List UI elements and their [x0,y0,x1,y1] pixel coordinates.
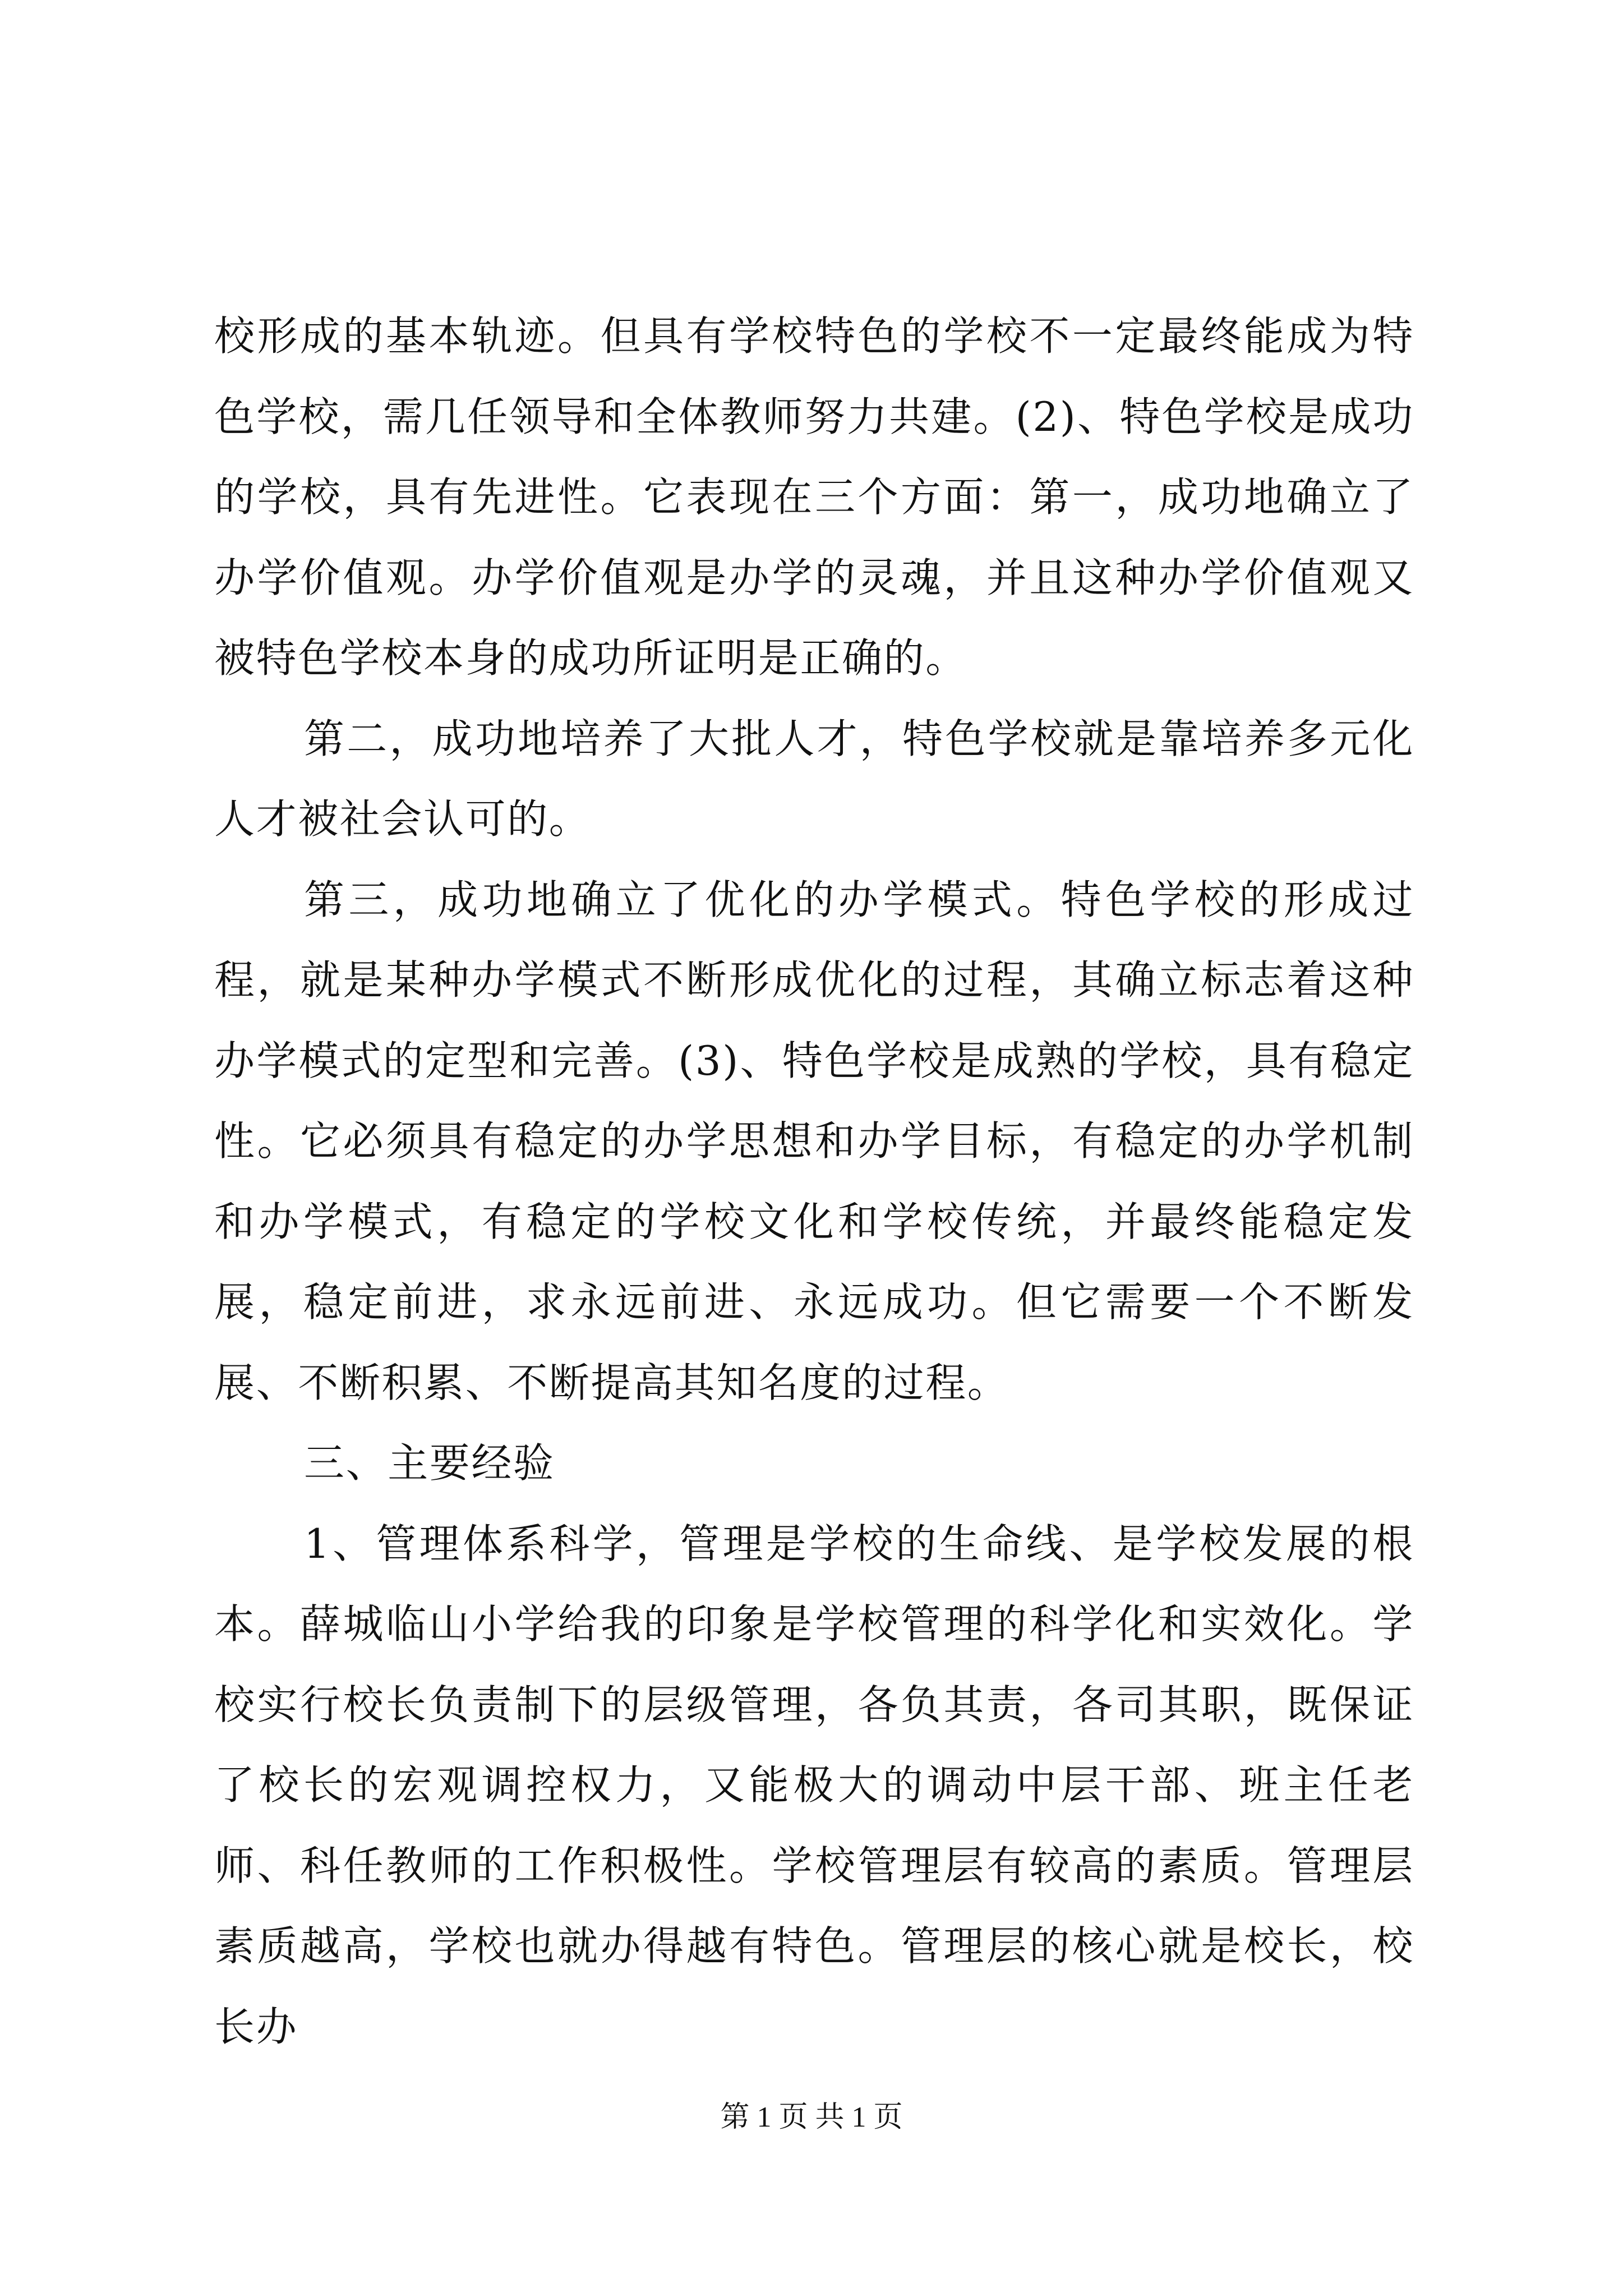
section-heading: 三、主要经验 [304,1439,555,1487]
paragraph-continuation: 校形成的基本轨迹。但具有学校特色的学校不一定最终能成为特色学校，需几任领导和全体教师努力共建。(2)、特色学校是成功的学校，具有先进性。它表现在三个方面：第一，成功地确立了办学价值观。办学价值观是办学的灵魂，并且这种办学价值观又被特色学校本身的成功所证明是正确的。 [214,312,1414,682]
paragraph-third-point: 第三，成功地确立了优化的办学模式。特色学校的形成过程，就是某种办学模式不断形成优化的过程，其确立标志着这种办学模式的定型和完善。(3)、特色学校是成熟的学校，具有稳定性。它必须具有稳定的办学思想和办学目标，有稳定的办学机制和办学模式，有稳定的学校文化和学校传统，并最终能稳定发展，稳定前进，求永远前进、永远成功。但它需要一个不断发展、不断积累、不断提高其知名度的过程。 [214,876,1414,1406]
paragraph-second-point: 第二，成功地培养了大批人才，特色学校就是靠培养多元化人才被社会认可的。 [214,715,1414,843]
page-footer: 第 1 页 共 1 页 [720,2101,903,2133]
paragraph-management: 1、管理体系科学，管理是学校的生命线、是学校发展的根本。薛城临山小学给我的印象是学校管理的科学化和实效化。学校实行校长负责制下的层级管理，各负其责，各司其职，既保证了校长的宏观调控权力，又能极大的调动中层干部、班主任老师、科任教师的工作积极性。学校管理层有较高的素质。管理层素质越高，学校也就办得越有特色。管理层的核心就是校长，校长办 [214,1520,1414,2050]
document-body [214,296,1414,2067]
